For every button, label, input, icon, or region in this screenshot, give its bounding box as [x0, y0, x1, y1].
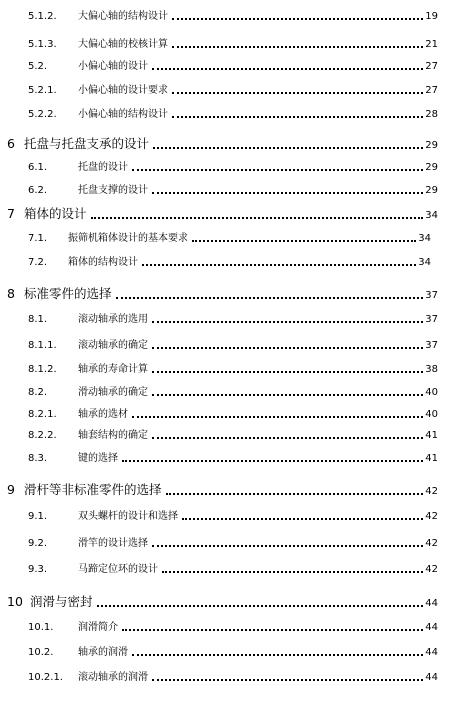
toc-entry-number: 6.1. — [28, 162, 48, 173]
toc-entry-number: 6 — [7, 136, 15, 151]
toc-entry-page-number: 28 — [425, 109, 438, 120]
toc-entry[interactable] — [28, 410, 438, 420]
toc-entry-title: 托盘的设计 — [78, 162, 128, 173]
toc-entry[interactable] — [28, 40, 438, 50]
toc-entry[interactable] — [7, 596, 438, 609]
toc-entry-number: 8.1. — [28, 314, 48, 325]
toc-dot-leader — [152, 321, 423, 323]
toc-entry-title: 滚动轴承的选用 — [78, 314, 148, 325]
toc-entry-page-number: 21 — [425, 39, 438, 50]
toc-dot-leader — [122, 460, 423, 462]
toc-entry[interactable] — [28, 12, 438, 22]
toc-entry-number: 8.3. — [28, 453, 48, 464]
toc-entry-title: 大偏心轴的校核计算 — [78, 39, 168, 50]
toc-entry[interactable] — [28, 258, 431, 268]
toc-entry[interactable] — [28, 512, 438, 522]
toc-dot-leader — [132, 169, 423, 171]
toc-entry[interactable] — [28, 186, 438, 196]
toc-entry[interactable] — [28, 454, 438, 464]
toc-entry-page-number: 19 — [425, 11, 438, 22]
toc-entry-number: 8 — [7, 286, 15, 301]
toc-entry-title: 轴套结构的确定 — [78, 430, 148, 441]
toc-entry-page-number: 27 — [425, 85, 438, 96]
toc-entry-page-number: 34 — [418, 257, 431, 268]
toc-entry-title: 小偏心轴的设计要求 — [78, 85, 168, 96]
toc-entry[interactable] — [28, 234, 431, 244]
toc-entry[interactable] — [28, 110, 438, 120]
toc-entry-page-number: 41 — [425, 453, 438, 464]
toc-dot-leader — [152, 679, 423, 681]
toc-entry-number: 7.2. — [28, 257, 48, 268]
toc-entry-page-number: 38 — [425, 364, 438, 375]
toc-entry-page-number: 37 — [425, 289, 438, 301]
toc-entry-page-number: 42 — [425, 538, 438, 549]
toc-entry-number: 5.2.1. — [28, 85, 57, 96]
toc-entry-number: 5.2. — [28, 61, 48, 72]
toc-entry-title: 箱体的结构设计 — [68, 257, 138, 268]
toc-dot-leader — [91, 217, 424, 219]
toc-entry-number: 8.2.1. — [28, 409, 57, 420]
toc-entry-number: 8.2. — [28, 387, 48, 398]
toc-entry[interactable] — [28, 565, 438, 575]
toc-entry-page-number: 29 — [425, 185, 438, 196]
toc-entry-title: 大偏心轴的结构设计 — [78, 11, 168, 22]
toc-entry-number: 8.1.1. — [28, 340, 57, 351]
toc-entry-number: 8.2.2. — [28, 430, 57, 441]
toc-dot-leader — [172, 18, 423, 20]
toc-entry[interactable] — [7, 288, 438, 301]
toc-entry-page-number: 42 — [425, 485, 438, 497]
toc-entry-page-number: 42 — [425, 564, 438, 575]
toc-dot-leader — [182, 518, 423, 520]
toc-entry-number: 9.2. — [28, 538, 48, 549]
toc-entry-page-number: 37 — [425, 340, 438, 351]
toc-entry-page-number: 29 — [425, 139, 438, 151]
toc-entry-page-number: 44 — [425, 622, 438, 633]
toc-dot-leader — [152, 68, 423, 70]
toc-entry-number: 7.1. — [28, 233, 48, 244]
toc-entry[interactable] — [28, 623, 438, 633]
toc-dot-leader — [132, 416, 423, 418]
toc-entry-title: 箱体的设计 — [24, 206, 87, 221]
toc-entry[interactable] — [28, 86, 438, 96]
toc-entry-number: 9.1. — [28, 511, 48, 522]
toc-entry-title: 滑杆等非标准零件的选择 — [24, 482, 162, 497]
toc-entry-number: 10.1. — [28, 622, 54, 633]
toc-dot-leader — [166, 493, 424, 495]
toc-entry[interactable] — [7, 208, 438, 221]
toc-entry[interactable] — [28, 539, 438, 549]
toc-dot-leader — [172, 46, 423, 48]
toc-entry[interactable] — [28, 163, 438, 173]
toc-entry-page-number: 34 — [425, 209, 438, 221]
toc-entry-title: 润滑与密封 — [30, 594, 93, 609]
toc-entry-title: 键的选择 — [78, 453, 118, 464]
toc-entry-number: 6.2. — [28, 185, 48, 196]
toc-dot-leader — [152, 347, 423, 349]
toc-entry-title: 振筛机箱体设计的基本要求 — [68, 233, 188, 244]
toc-entry-title: 滚动轴承的确定 — [78, 340, 148, 351]
toc-entry-page-number: 27 — [425, 61, 438, 72]
toc-dot-leader — [152, 437, 423, 439]
toc-entry-title: 托盘支撑的设计 — [78, 185, 148, 196]
toc-entry-title: 双头螺杆的设计和选择 — [78, 511, 178, 522]
toc-entry-title: 马蹄定位环的设计 — [78, 564, 158, 575]
toc-entry-page-number: 41 — [425, 430, 438, 441]
toc-dot-leader — [152, 192, 423, 194]
toc-dot-leader — [162, 571, 423, 573]
toc-entry[interactable] — [28, 315, 438, 325]
toc-entry-number: 5.1.2. — [28, 11, 57, 22]
toc-entry-number: 10 — [7, 594, 23, 609]
toc-entry[interactable] — [7, 138, 438, 151]
toc-entry-title: 滑动轴承的确定 — [78, 387, 148, 398]
toc-entry[interactable] — [28, 365, 438, 375]
toc-entry-title: 滑竿的设计选择 — [78, 538, 148, 549]
toc-entry[interactable] — [7, 484, 438, 497]
toc-dot-leader — [192, 240, 416, 242]
toc-entry-title: 轴承的润滑 — [78, 647, 128, 658]
toc-dot-leader — [153, 147, 423, 149]
toc-entry-number: 5.1.3. — [28, 39, 57, 50]
toc-entry[interactable] — [28, 648, 438, 658]
toc-entry-page-number: 40 — [425, 387, 438, 398]
toc-entry-number: 10.2. — [28, 647, 54, 658]
toc-entry-title: 小偏心轴的设计 — [78, 61, 148, 72]
toc-entry-title: 滚动轴承的润滑 — [78, 672, 148, 683]
toc-dot-leader — [122, 629, 423, 631]
toc-dot-leader — [172, 116, 423, 118]
toc-dot-leader — [142, 264, 416, 266]
toc-entry-page-number: 44 — [425, 647, 438, 658]
toc-entry-page-number: 40 — [425, 409, 438, 420]
toc-dot-leader — [152, 371, 423, 373]
toc-dot-leader — [152, 545, 423, 547]
toc-entry-number: 10.2.1. — [28, 672, 63, 683]
toc-entry[interactable] — [28, 388, 438, 398]
toc-entry-page-number: 37 — [425, 314, 438, 325]
toc-entry[interactable] — [28, 431, 438, 441]
toc-dot-leader — [97, 605, 424, 607]
toc-entry-page-number: 44 — [425, 597, 438, 609]
toc-entry-number: 9.3. — [28, 564, 48, 575]
toc-entry-number: 8.1.2. — [28, 364, 57, 375]
toc-entry[interactable] — [28, 341, 438, 351]
toc-entry-title: 轴承的寿命计算 — [78, 364, 148, 375]
toc-dot-leader — [132, 654, 423, 656]
toc-entry-number: 5.2.2. — [28, 109, 57, 120]
toc-entry-page-number: 44 — [425, 672, 438, 683]
toc-dot-leader — [172, 92, 423, 94]
toc-entry-title: 轴承的选材 — [78, 409, 128, 420]
toc-entry-title: 小偏心轴的结构设计 — [78, 109, 168, 120]
toc-entry[interactable] — [28, 62, 438, 72]
toc-entry[interactable] — [28, 673, 438, 683]
toc-entry-title: 托盘与托盘支承的设计 — [24, 136, 150, 151]
toc-entry-page-number: 29 — [425, 162, 438, 173]
toc-entry-number: 7 — [7, 206, 15, 221]
toc-entry-title: 标准零件的选择 — [24, 286, 112, 301]
toc-dot-leader — [152, 394, 423, 396]
toc-dot-leader — [116, 297, 424, 299]
toc-entry-page-number: 34 — [418, 233, 431, 244]
toc-entry-page-number: 42 — [425, 511, 438, 522]
toc-entry-title: 润滑简介 — [78, 622, 118, 633]
toc-entry-number: 9 — [7, 482, 15, 497]
